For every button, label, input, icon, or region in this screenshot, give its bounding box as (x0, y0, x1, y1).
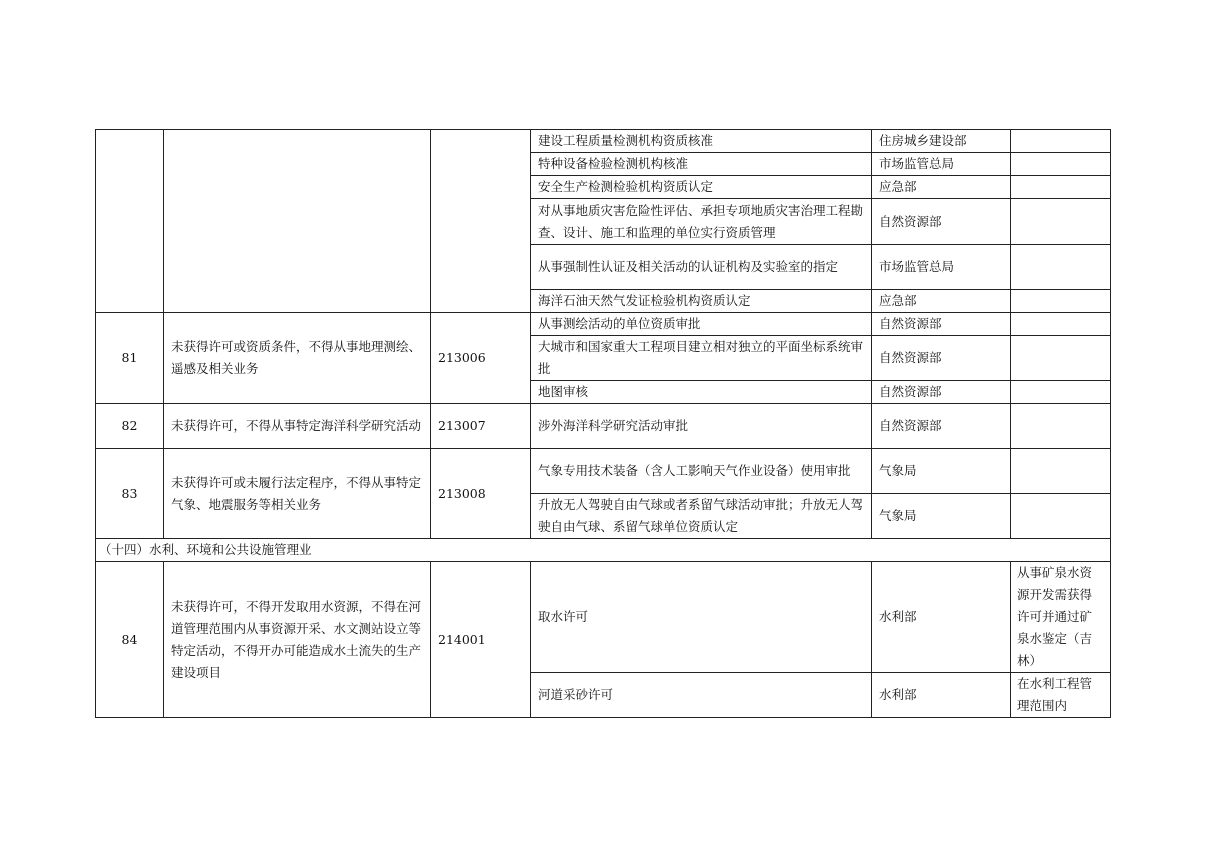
entry-code: 214001 (431, 562, 531, 718)
note-cell: 在水利工程管理范围内 (1011, 673, 1111, 718)
item-cell: 取水许可 (531, 562, 872, 673)
table-row (96, 449, 1111, 494)
permit-table-container (95, 129, 1110, 718)
section-header: （十四）水利、环境和公共设施管理业 (96, 539, 1111, 562)
item-cell: 地图审核 (531, 381, 872, 404)
entry-code: 213007 (431, 404, 531, 449)
desc-cell-empty (164, 130, 431, 313)
entry-description: 未获得许可或未履行法定程序，不得从事特定气象、地震服务等相关业务 (164, 449, 431, 539)
dept-cell: 自然资源部 (872, 381, 1011, 404)
item-cell: 河道采砂许可 (531, 673, 872, 718)
item-cell: 涉外海洋科学研究活动审批 (531, 404, 872, 449)
dept-cell: 住房城乡建设部 (872, 130, 1011, 153)
entry-number: 83 (96, 449, 164, 539)
item-cell: 安全生产检测检验机构资质认定 (531, 176, 872, 199)
entry-description: 未获得许可，不得从事特定海洋科学研究活动 (164, 404, 431, 449)
table-row (96, 539, 1111, 562)
dept-cell: 自然资源部 (872, 336, 1011, 381)
item-cell: 对从事地质灾害危险性评估、承担专项地质灾害治理工程勘查、设计、施工和监理的单位实行资质管理 (531, 199, 872, 245)
note-cell (1011, 176, 1111, 199)
table-row (96, 404, 1111, 449)
note-cell (1011, 336, 1111, 381)
item-cell: 从事测绘活动的单位资质审批 (531, 313, 872, 336)
note-cell (1011, 313, 1111, 336)
dept-cell: 水利部 (872, 673, 1011, 718)
note-cell: 从事矿泉水资源开发需获得许可并通过矿泉水鉴定（吉林） (1011, 562, 1111, 673)
item-cell: 从事强制性认证及相关活动的认证机构及实验室的指定 (531, 245, 872, 290)
code-cell-empty (431, 130, 531, 313)
entry-description: 未获得许可或资质条件，不得从事地理测绘、遥感及相关业务 (164, 313, 431, 404)
note-cell (1011, 153, 1111, 176)
note-cell (1011, 245, 1111, 290)
dept-cell: 自然资源部 (872, 404, 1011, 449)
item-cell: 建设工程质量检测机构资质核准 (531, 130, 872, 153)
entry-number: 84 (96, 562, 164, 718)
note-cell (1011, 381, 1111, 404)
note-cell (1011, 494, 1111, 539)
table-row (96, 130, 1111, 153)
note-cell (1011, 130, 1111, 153)
dept-cell: 气象局 (872, 494, 1011, 539)
dept-cell: 气象局 (872, 449, 1011, 494)
dept-cell: 市场监管总局 (872, 153, 1011, 176)
entry-number: 81 (96, 313, 164, 404)
note-cell (1011, 199, 1111, 245)
item-cell: 升放无人驾驶自由气球或者系留气球活动审批；升放无人驾驶自由气球、系留气球单位资质认定 (531, 494, 872, 539)
note-cell (1011, 449, 1111, 494)
entry-description: 未获得许可，不得开发取用水资源，不得在河道管理范围内从事资源开采、水文测站设立等特定活动，不得开办可能造成水土流失的生产建设项目 (164, 562, 431, 718)
no-cell-empty (96, 130, 164, 313)
dept-cell: 市场监管总局 (872, 245, 1011, 290)
table-row (96, 562, 1111, 673)
entry-number: 82 (96, 404, 164, 449)
note-cell (1011, 290, 1111, 313)
permit-table (95, 129, 1111, 718)
entry-code: 213006 (431, 313, 531, 404)
item-cell: 大城市和国家重大工程项目建立相对独立的平面坐标系统审批 (531, 336, 872, 381)
dept-cell: 自然资源部 (872, 199, 1011, 245)
entry-code: 213008 (431, 449, 531, 539)
dept-cell: 自然资源部 (872, 313, 1011, 336)
dept-cell: 水利部 (872, 562, 1011, 673)
item-cell: 气象专用技术装备（含人工影响天气作业设备）使用审批 (531, 449, 872, 494)
dept-cell: 应急部 (872, 176, 1011, 199)
table-row (96, 313, 1111, 336)
note-cell (1011, 404, 1111, 449)
item-cell: 海洋石油天然气发证检验机构资质认定 (531, 290, 872, 313)
item-cell: 特种设备检验检测机构核准 (531, 153, 872, 176)
dept-cell: 应急部 (872, 290, 1011, 313)
